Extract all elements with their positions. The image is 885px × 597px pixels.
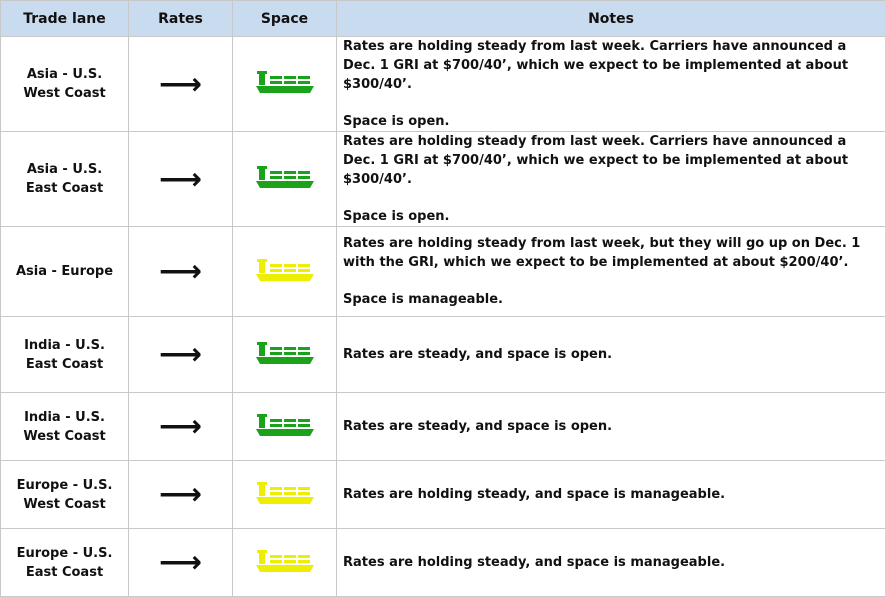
rates-cell: [129, 393, 233, 461]
trade-lane-cell: [1, 132, 129, 227]
trade-lane-label: West Coast: [1, 495, 128, 514]
trade-lane-label: East Coast: [1, 179, 128, 198]
trade-lane-label: India - U.S.: [1, 336, 128, 355]
note-text: Rates are holding steady from last week. Carriers have announced a Dec. 1 GRI at $700/40’, which we expect to be implemented at about $300/40’.: [343, 37, 879, 94]
trade-lane-label: Europe - U.S.: [1, 476, 128, 495]
notes-cell: [337, 132, 885, 227]
space-cell: [233, 529, 337, 597]
rates-cell: [129, 529, 233, 597]
right-arrow-icon: ⟶: [159, 70, 202, 100]
table-row: [1, 317, 885, 393]
note-text: Rates are holding steady from last week. Carriers have announced a Dec. 1 GRI at $700/40’, which we expect to be implemented at about $300/40’.: [343, 132, 879, 189]
notes-cell: [337, 461, 885, 529]
container-ship-icon: [255, 548, 315, 578]
container-ship-icon: [255, 480, 315, 510]
note-text: Rates are holding steady, and space is manageable.: [343, 553, 879, 572]
note-text: Space is open.: [343, 207, 879, 226]
table-row: [1, 393, 885, 461]
trade-lane-label: East Coast: [1, 563, 128, 582]
table-row: [1, 37, 885, 132]
table-row: [1, 227, 885, 317]
header-notes: Notes: [337, 1, 885, 37]
notes-cell: [337, 317, 885, 393]
trade-lane-cell: [1, 37, 129, 132]
trade-lane-label: Asia - U.S.: [1, 65, 128, 84]
trade-lane-cell: [1, 461, 129, 529]
trade-lane-label: West Coast: [1, 427, 128, 446]
trade-lane-label: Europe - U.S.: [1, 544, 128, 563]
note-text: Rates are holding steady from last week, but they will go up on Dec. 1 with the GRI, which we expect to be implemented at about $200/40’.: [343, 234, 879, 272]
space-cell: [233, 317, 337, 393]
trade-lane-label: Asia - U.S.: [1, 160, 128, 179]
notes-cell: [337, 37, 885, 132]
trade-lane-label: Asia - Europe: [1, 262, 128, 281]
rates-cell: [129, 132, 233, 227]
paragraph-gap: [343, 189, 879, 207]
header-trade-lane: Trade lane: [1, 1, 129, 37]
space-cell: [233, 393, 337, 461]
note-text: Rates are steady, and space is open.: [343, 417, 879, 436]
right-arrow-icon: ⟶: [159, 340, 202, 370]
trade-lane-label: East Coast: [1, 355, 128, 374]
trade-lane-cell: [1, 529, 129, 597]
table-row: [1, 529, 885, 597]
paragraph-gap: [343, 272, 879, 290]
note-text: Space is open.: [343, 112, 879, 131]
table-row: [1, 461, 885, 529]
notes-cell: [337, 393, 885, 461]
right-arrow-icon: ⟶: [159, 548, 202, 578]
space-cell: [233, 461, 337, 529]
space-cell: [233, 37, 337, 132]
rates-cell: [129, 227, 233, 317]
trade-lane-cell: [1, 227, 129, 317]
container-ship-icon: [255, 412, 315, 442]
trade-lane-cell: [1, 317, 129, 393]
right-arrow-icon: ⟶: [159, 412, 202, 442]
right-arrow-icon: ⟶: [159, 480, 202, 510]
rates-cell: [129, 461, 233, 529]
trade-lane-label: India - U.S.: [1, 408, 128, 427]
paragraph-gap: [343, 94, 879, 112]
container-ship-icon: [255, 340, 315, 370]
space-cell: [233, 227, 337, 317]
rates-cell: [129, 317, 233, 393]
notes-cell: [337, 529, 885, 597]
container-ship-icon: [255, 164, 315, 194]
right-arrow-icon: ⟶: [159, 257, 202, 287]
right-arrow-icon: ⟶: [159, 165, 202, 195]
space-cell: [233, 132, 337, 227]
table-row: [1, 132, 885, 227]
note-text: Space is manageable.: [343, 290, 879, 309]
container-ship-icon: [255, 69, 315, 99]
container-ship-icon: [255, 257, 315, 287]
header-row: [1, 1, 885, 37]
header-space: Space: [233, 1, 337, 37]
notes-cell: [337, 227, 885, 317]
trade-lane-cell: [1, 393, 129, 461]
note-text: Rates are holding steady, and space is manageable.: [343, 485, 879, 504]
note-text: Rates are steady, and space is open.: [343, 345, 879, 364]
header-rates: Rates: [129, 1, 233, 37]
trade-lane-label: West Coast: [1, 84, 128, 103]
rates-cell: [129, 37, 233, 132]
